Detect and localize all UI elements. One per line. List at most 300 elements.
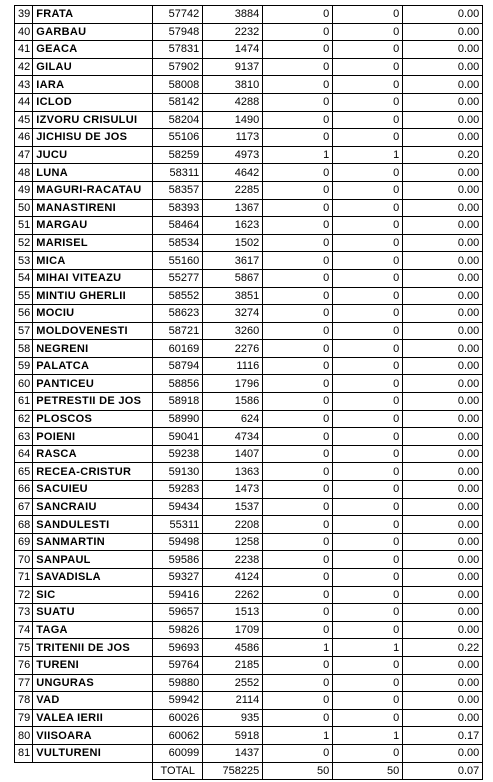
table-row <box>15 375 483 393</box>
count-1: 1 <box>263 146 333 164</box>
row-number: 81 <box>15 744 33 762</box>
locality-code: 58464 <box>153 217 203 235</box>
percent: 0.00 <box>403 129 483 147</box>
locality-name: SUATU <box>33 604 153 622</box>
voters-count: 3260 <box>203 322 263 340</box>
row-number: 77 <box>15 674 33 692</box>
count-1: 0 <box>263 621 333 639</box>
locality-code: 57831 <box>153 41 203 59</box>
voters-count: 2552 <box>203 674 263 692</box>
count-2: 0 <box>333 357 403 375</box>
count-2: 0 <box>333 569 403 587</box>
row-number: 48 <box>15 164 33 182</box>
row-number: 57 <box>15 322 33 340</box>
count-2: 0 <box>333 6 403 24</box>
count-2: 0 <box>333 709 403 727</box>
voters-count: 2232 <box>203 23 263 41</box>
locality-name: VULTURENI <box>33 744 153 762</box>
count-2: 0 <box>333 269 403 287</box>
locality-code: 57902 <box>153 58 203 76</box>
voters-count: 3810 <box>203 76 263 94</box>
percent: 0.00 <box>403 498 483 516</box>
count-2: 0 <box>333 674 403 692</box>
table-row <box>15 23 483 41</box>
row-number: 55 <box>15 287 33 305</box>
count-1: 0 <box>263 551 333 569</box>
count-2: 0 <box>333 393 403 411</box>
voters-count: 2114 <box>203 692 263 710</box>
percent: 0.00 <box>403 533 483 551</box>
locality-name: SANCRAIU <box>33 498 153 516</box>
count-2: 0 <box>333 181 403 199</box>
locality-code: 59238 <box>153 445 203 463</box>
table-row <box>15 709 483 727</box>
locality-name: RASCA <box>33 445 153 463</box>
count-2: 0 <box>333 58 403 76</box>
count-1: 0 <box>263 533 333 551</box>
total-percent: 0.07 <box>403 762 483 780</box>
table-row <box>15 252 483 270</box>
total-count-1: 50 <box>263 762 333 780</box>
count-1: 0 <box>263 217 333 235</box>
row-number: 69 <box>15 533 33 551</box>
percent: 0.00 <box>403 217 483 235</box>
count-1: 0 <box>263 340 333 358</box>
voters-count: 5918 <box>203 727 263 745</box>
voters-count: 2238 <box>203 551 263 569</box>
locality-code: 58856 <box>153 375 203 393</box>
voters-count: 1367 <box>203 199 263 217</box>
row-number: 60 <box>15 375 33 393</box>
row-number: 62 <box>15 410 33 428</box>
locality-name: GARBAU <box>33 23 153 41</box>
percent: 0.00 <box>403 305 483 323</box>
table-row <box>15 76 483 94</box>
locality-code: 58534 <box>153 234 203 252</box>
locality-code: 59434 <box>153 498 203 516</box>
percent: 0.00 <box>403 269 483 287</box>
count-2: 0 <box>333 410 403 428</box>
count-1: 0 <box>263 6 333 24</box>
locality-name: SANPAUL <box>33 551 153 569</box>
locality-name: NEGRENI <box>33 340 153 358</box>
row-number: 67 <box>15 498 33 516</box>
total-empty-cell <box>33 762 153 780</box>
count-2: 0 <box>333 41 403 59</box>
locality-name: VAD <box>33 692 153 710</box>
count-1: 0 <box>263 744 333 762</box>
voters-count: 4734 <box>203 428 263 446</box>
table-row <box>15 498 483 516</box>
total-label: TOTAL <box>153 762 203 780</box>
voters-count: 1258 <box>203 533 263 551</box>
voters-count: 2262 <box>203 586 263 604</box>
percent: 0.22 <box>403 639 483 657</box>
locality-code: 59693 <box>153 639 203 657</box>
locality-code: 58990 <box>153 410 203 428</box>
row-number: 63 <box>15 428 33 446</box>
row-number: 80 <box>15 727 33 745</box>
locality-name: JUCU <box>33 146 153 164</box>
row-number: 71 <box>15 569 33 587</box>
count-2: 0 <box>333 498 403 516</box>
count-1: 0 <box>263 287 333 305</box>
voters-count: 1586 <box>203 393 263 411</box>
percent: 0.20 <box>403 146 483 164</box>
count-1: 0 <box>263 586 333 604</box>
locality-name: PALATCA <box>33 357 153 375</box>
percent: 0.00 <box>403 709 483 727</box>
voters-count: 1437 <box>203 744 263 762</box>
table-row <box>15 93 483 111</box>
count-1: 1 <box>263 639 333 657</box>
table-row <box>15 322 483 340</box>
voters-count: 1709 <box>203 621 263 639</box>
locality-name: SACUIEU <box>33 481 153 499</box>
count-1: 0 <box>263 428 333 446</box>
locality-code: 58393 <box>153 199 203 217</box>
data-table <box>14 5 483 780</box>
locality-name: MOCIU <box>33 305 153 323</box>
percent: 0.00 <box>403 287 483 305</box>
table-row <box>15 744 483 762</box>
percent: 0.00 <box>403 252 483 270</box>
count-2: 0 <box>333 604 403 622</box>
locality-name: FRATA <box>33 6 153 24</box>
row-number: 47 <box>15 146 33 164</box>
count-2: 0 <box>333 322 403 340</box>
row-number: 76 <box>15 656 33 674</box>
locality-name: MARGAU <box>33 217 153 235</box>
locality-name: POIENI <box>33 428 153 446</box>
locality-code: 58204 <box>153 111 203 129</box>
percent: 0.00 <box>403 41 483 59</box>
locality-name: SIC <box>33 586 153 604</box>
table-row <box>15 586 483 604</box>
count-2: 0 <box>333 551 403 569</box>
count-1: 0 <box>263 357 333 375</box>
count-2: 0 <box>333 516 403 534</box>
locality-code: 58918 <box>153 393 203 411</box>
voters-count: 4124 <box>203 569 263 587</box>
voters-count: 4973 <box>203 146 263 164</box>
voters-count: 4642 <box>203 164 263 182</box>
count-1: 0 <box>263 709 333 727</box>
voters-count: 1473 <box>203 481 263 499</box>
locality-code: 58623 <box>153 305 203 323</box>
locality-code: 59498 <box>153 533 203 551</box>
locality-name: MARISEL <box>33 234 153 252</box>
voters-count: 1173 <box>203 129 263 147</box>
count-2: 0 <box>333 93 403 111</box>
count-2: 0 <box>333 217 403 235</box>
count-2: 0 <box>333 656 403 674</box>
locality-name: VALEA IERII <box>33 709 153 727</box>
count-1: 0 <box>263 322 333 340</box>
row-number: 72 <box>15 586 33 604</box>
percent: 0.00 <box>403 111 483 129</box>
row-number: 66 <box>15 481 33 499</box>
locality-code: 59826 <box>153 621 203 639</box>
count-1: 0 <box>263 498 333 516</box>
percent: 0.00 <box>403 23 483 41</box>
voters-count: 1363 <box>203 463 263 481</box>
locality-code: 59416 <box>153 586 203 604</box>
count-1: 0 <box>263 111 333 129</box>
locality-code: 59283 <box>153 481 203 499</box>
count-2: 0 <box>333 199 403 217</box>
locality-name: PLOSCOS <box>33 410 153 428</box>
locality-code: 60026 <box>153 709 203 727</box>
locality-code: 59586 <box>153 551 203 569</box>
locality-code: 59327 <box>153 569 203 587</box>
count-2: 0 <box>333 287 403 305</box>
percent: 0.00 <box>403 234 483 252</box>
voters-count: 4288 <box>203 93 263 111</box>
count-1: 0 <box>263 269 333 287</box>
voters-count: 2185 <box>203 656 263 674</box>
count-2: 1 <box>333 639 403 657</box>
locality-name: MIHAI VITEAZU <box>33 269 153 287</box>
table-row <box>15 287 483 305</box>
count-2: 0 <box>333 252 403 270</box>
count-1: 0 <box>263 656 333 674</box>
locality-code: 58008 <box>153 76 203 94</box>
table-row <box>15 604 483 622</box>
row-number: 53 <box>15 252 33 270</box>
voters-count: 2285 <box>203 181 263 199</box>
count-1: 0 <box>263 23 333 41</box>
row-number: 49 <box>15 181 33 199</box>
voters-count: 9137 <box>203 58 263 76</box>
row-number: 56 <box>15 305 33 323</box>
row-number: 68 <box>15 516 33 534</box>
locality-name: GILAU <box>33 58 153 76</box>
count-1: 0 <box>263 516 333 534</box>
count-2: 0 <box>333 111 403 129</box>
locality-code: 57948 <box>153 23 203 41</box>
percent: 0.00 <box>403 744 483 762</box>
count-2: 0 <box>333 428 403 446</box>
table-row <box>15 129 483 147</box>
voters-count: 3851 <box>203 287 263 305</box>
count-2: 0 <box>333 76 403 94</box>
row-number: 58 <box>15 340 33 358</box>
locality-name: VIISOARA <box>33 727 153 745</box>
row-number: 44 <box>15 93 33 111</box>
row-number: 46 <box>15 129 33 147</box>
locality-code: 58552 <box>153 287 203 305</box>
table-row <box>15 340 483 358</box>
percent: 0.00 <box>403 357 483 375</box>
locality-code: 60062 <box>153 727 203 745</box>
voters-count: 1116 <box>203 357 263 375</box>
percent: 0.00 <box>403 445 483 463</box>
count-2: 0 <box>333 445 403 463</box>
percent: 0.00 <box>403 58 483 76</box>
table-row <box>15 199 483 217</box>
table-row <box>15 516 483 534</box>
row-number: 43 <box>15 76 33 94</box>
count-2: 0 <box>333 23 403 41</box>
locality-code: 55311 <box>153 516 203 534</box>
percent: 0.00 <box>403 181 483 199</box>
voters-count: 3884 <box>203 6 263 24</box>
percent: 0.00 <box>403 199 483 217</box>
voters-count: 2208 <box>203 516 263 534</box>
row-number: 50 <box>15 199 33 217</box>
table-row <box>15 621 483 639</box>
voters-count: 1502 <box>203 234 263 252</box>
table-row <box>15 217 483 235</box>
count-2: 0 <box>333 586 403 604</box>
percent: 0.00 <box>403 76 483 94</box>
row-number: 45 <box>15 111 33 129</box>
voters-count: 624 <box>203 410 263 428</box>
locality-name: MANASTIRENI <box>33 199 153 217</box>
percent: 0.00 <box>403 604 483 622</box>
locality-name: LUNA <box>33 164 153 182</box>
count-2: 0 <box>333 481 403 499</box>
locality-name: SANMARTIN <box>33 533 153 551</box>
locality-name: ICLOD <box>33 93 153 111</box>
locality-name: MICA <box>33 252 153 270</box>
table-body <box>15 6 483 763</box>
table-row <box>15 164 483 182</box>
voters-count: 1537 <box>203 498 263 516</box>
locality-code: 60099 <box>153 744 203 762</box>
count-2: 1 <box>333 146 403 164</box>
count-1: 0 <box>263 181 333 199</box>
count-1: 0 <box>263 129 333 147</box>
percent: 0.00 <box>403 481 483 499</box>
table-row <box>15 146 483 164</box>
locality-code: 58311 <box>153 164 203 182</box>
row-number: 64 <box>15 445 33 463</box>
locality-code: 59657 <box>153 604 203 622</box>
locality-code: 59942 <box>153 692 203 710</box>
table-row <box>15 428 483 446</box>
count-1: 0 <box>263 305 333 323</box>
locality-code: 60169 <box>153 340 203 358</box>
voters-count: 1474 <box>203 41 263 59</box>
row-number: 73 <box>15 604 33 622</box>
row-number: 75 <box>15 639 33 657</box>
table-row <box>15 269 483 287</box>
voters-count: 2276 <box>203 340 263 358</box>
locality-code: 55106 <box>153 129 203 147</box>
row-number: 74 <box>15 621 33 639</box>
table-row <box>15 181 483 199</box>
locality-name: IZVORU CRISULUI <box>33 111 153 129</box>
count-1: 0 <box>263 375 333 393</box>
count-1: 0 <box>263 93 333 111</box>
percent: 0.00 <box>403 656 483 674</box>
locality-code: 55160 <box>153 252 203 270</box>
voters-count: 1407 <box>203 445 263 463</box>
locality-name: MINTIU GHERLII <box>33 287 153 305</box>
percent: 0.00 <box>403 516 483 534</box>
count-1: 0 <box>263 199 333 217</box>
locality-name: GEACA <box>33 41 153 59</box>
count-2: 0 <box>333 234 403 252</box>
table-row <box>15 674 483 692</box>
table-row <box>15 533 483 551</box>
percent: 0.00 <box>403 410 483 428</box>
count-1: 1 <box>263 727 333 745</box>
row-number: 51 <box>15 217 33 235</box>
table-row <box>15 410 483 428</box>
locality-name: UNGURAS <box>33 674 153 692</box>
locality-name: TAGA <box>33 621 153 639</box>
count-1: 0 <box>263 481 333 499</box>
total-empty-cell <box>15 762 33 780</box>
count-2: 0 <box>333 533 403 551</box>
count-1: 0 <box>263 569 333 587</box>
locality-code: 59764 <box>153 656 203 674</box>
count-1: 0 <box>263 76 333 94</box>
table-row <box>15 463 483 481</box>
percent: 0.00 <box>403 692 483 710</box>
count-1: 0 <box>263 393 333 411</box>
percent: 0.00 <box>403 393 483 411</box>
table-row <box>15 481 483 499</box>
table-row <box>15 727 483 745</box>
percent: 0.00 <box>403 428 483 446</box>
table-row <box>15 639 483 657</box>
percent: 0.00 <box>403 6 483 24</box>
percent: 0.00 <box>403 586 483 604</box>
locality-code: 58721 <box>153 322 203 340</box>
percent: 0.00 <box>403 164 483 182</box>
count-2: 0 <box>333 164 403 182</box>
count-1: 0 <box>263 674 333 692</box>
percent: 0.00 <box>403 551 483 569</box>
table-row <box>15 6 483 24</box>
locality-name: PANTICEU <box>33 375 153 393</box>
count-1: 0 <box>263 692 333 710</box>
locality-name: RECEA-CRISTUR <box>33 463 153 481</box>
row-number: 70 <box>15 551 33 569</box>
row-number: 61 <box>15 393 33 411</box>
table-row <box>15 41 483 59</box>
locality-name: PETRESTII DE JOS <box>33 393 153 411</box>
row-number: 39 <box>15 6 33 24</box>
row-number: 79 <box>15 709 33 727</box>
count-1: 0 <box>263 463 333 481</box>
table-row <box>15 58 483 76</box>
locality-code: 58142 <box>153 93 203 111</box>
row-number: 42 <box>15 58 33 76</box>
table-row <box>15 551 483 569</box>
percent: 0.00 <box>403 340 483 358</box>
voters-count: 5867 <box>203 269 263 287</box>
table-row <box>15 445 483 463</box>
locality-code: 59130 <box>153 463 203 481</box>
locality-code: 55277 <box>153 269 203 287</box>
row-number: 40 <box>15 23 33 41</box>
percent: 0.17 <box>403 727 483 745</box>
count-2: 1 <box>333 727 403 745</box>
locality-code: 58259 <box>153 146 203 164</box>
locality-name: MOLDOVENESTI <box>33 322 153 340</box>
table-row <box>15 393 483 411</box>
percent: 0.00 <box>403 93 483 111</box>
voters-count: 3274 <box>203 305 263 323</box>
voters-count: 3617 <box>203 252 263 270</box>
voters-count: 935 <box>203 709 263 727</box>
count-2: 0 <box>333 129 403 147</box>
